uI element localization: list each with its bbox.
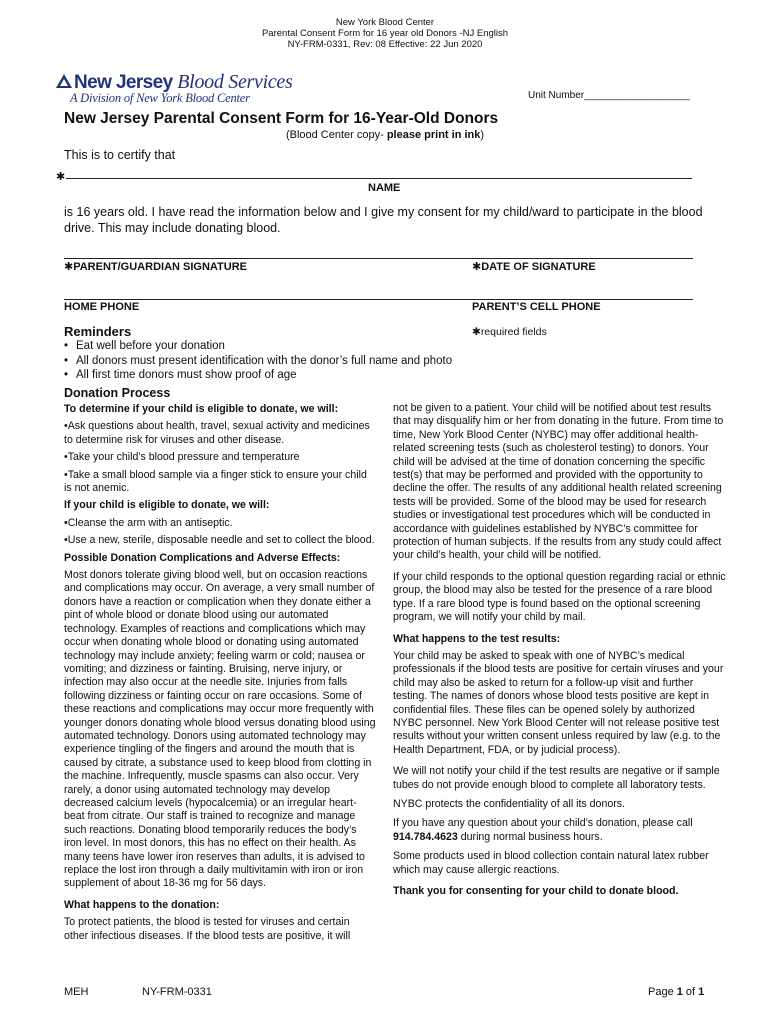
complications-heading: Possible Donation Complications and Adverse Effects: (64, 551, 341, 564)
if-eligible-item: •Cleanse the arm with an antiseptic. (64, 516, 233, 529)
question-text-post: during normal business hours. (457, 830, 603, 843)
notify-text: We will not notify your child if the test results are negative or if sample tubes do not provide enough blood to complete all laboratory tests. (393, 765, 720, 791)
donation-process-heading: Donation Process (64, 386, 171, 400)
required-fields-text: required fields (480, 326, 547, 338)
footer-left: MEH (64, 986, 89, 998)
phone-input-line[interactable] (64, 299, 693, 300)
if-eligible-item: •Use a new, sterile, disposable needle and set to collect the blood. (64, 534, 375, 547)
left-column (64, 403, 376, 943)
header-org: New York Blood Center (335, 17, 435, 28)
form-subtitle (0, 129, 770, 141)
required-asterisk-icon: ✱ (472, 326, 481, 338)
eligible-item: •Take a small blood sample via a finger stick to ensure your child is not anemic. (64, 468, 367, 495)
test-heading: What happens to the test results: (393, 632, 561, 645)
phone-number: 914.784.4623 (393, 830, 458, 843)
reminders-heading: Reminders (64, 324, 132, 339)
eligible-item: •Take your child’s blood pressure and temperature (64, 451, 300, 464)
page-of: of (682, 986, 699, 998)
required-asterisk-icon: ✱ (56, 171, 66, 183)
logo-text (74, 72, 292, 93)
reminders-list (64, 339, 452, 383)
list-item: • Eat well before your donation (64, 339, 452, 354)
consent-paragraph: is 16 years old. I have read the information below and I give my consent for my child/ward to participate in the blood drive. This may include donating blood. (64, 205, 703, 235)
logo (56, 72, 316, 108)
blood-text: To protect patients, the blood is tested for viruses and certain other infectious diseases. If the blood tests are positive, it will (64, 916, 351, 942)
name-input-line[interactable] (66, 178, 692, 179)
test-text: Your child may be asked to speak with one of NYBC’s medical professionals if the blood tests are positive for certain viruses and your child may also be asked to return for a follow-up visit and further testing. The names of donors whose blood tests positive are kept in confidential files. These files can be opened solely by authorized NYBC personnel. New York Blood Center will not release positive test results without your written consent unless required by law (e.g. to the Health Department, FDA, or by judicial process). (393, 649, 724, 756)
subtitle-close: ) (480, 129, 485, 141)
question-text (393, 817, 727, 844)
blood-heading: What happens to the donation: (64, 898, 220, 911)
logo-name-bold: New Jersey (74, 72, 173, 93)
header-form-code: NY-FRM-0331, Rev: 08 Effective: 22 Jun 2020 (287, 39, 483, 50)
required-asterisk-icon: ✱ (64, 261, 74, 273)
page-num: 1 (676, 986, 683, 998)
unit-number-field[interactable]: Unit Number___________________ (528, 90, 690, 101)
required-asterisk-icon: ✱ (472, 261, 482, 273)
certify-text: This is to certify that (64, 148, 176, 162)
cell-phone-label: PARENT’S CELL PHONE (472, 301, 601, 313)
complications-text: Most donors tolerate giving blood well, but on occasion reactions and complications may occur. On average, a very small number of donors have a reaction or complication when they donate either a pint of whole blood or donate blood using our automated technology. Examples of reactions and complications which may occur when donating whole blood or donating using automated technology may include anxiety; feeling warm or cold; nausea or vomiting; and dizziness or fainting. Bruising, nerve injury, or infection may also occur at the needle site. Injuries from falls following dizziness or fainting occur on rare occasions. Some of these reactions and complications may occur more frequently with younger donors donating whole blood versus donating blood using automated technology. Donors using automated technology may experience tingling of the fingers and around the mouth that is caused by citrate, a substance used to keep blood from clotting in the machine. Infrequently, muscle spasms can also occur. Very rarely, a donor using automated technology may develop decreased calcium levels (hypocalcemia) or an irregular heart-beat from citrate. Our staff is trained to recognize and manage such reactions. Donating blood temporarily reduces the body’s iron level. In most donors, this has no effect on their health. As many teens have lower iron reserves than adults, it is advised to replace the lost iron through a daily multivitamin with iron or iron supplement of about 18-36 mg for 56 days. (64, 569, 376, 890)
blood-text-cont: not be given to a patient. Your child will be notified about test results that may disqualify him or her from donating in the future. From time to time, New York Blood Center (NYBC) may offer additional health-related screening tests (such as cholesterol testing) to donors. Your child will be advised at the time of donation concerning the specific test(s) that may be performed and provided with the opportunity to decline the offer. The results of any additional health related screening tests will be provided. Some of the blood may be used for research studies or investigational test procedures which will be conducted in accordance with guidelines established by NYBC’s committee for protection of human subjects. If the results from any study could affect your child’s health, your child will be notified. (393, 402, 724, 562)
confidential-text: NYBC protects the confidentiality of all its donors. (393, 797, 625, 810)
thanks-text: Thank you for consenting for your child to donate blood. (393, 885, 679, 897)
triangle-logo-icon (56, 74, 72, 88)
list-item: • All donors must present identification with the donor’s full name and photo (64, 354, 452, 369)
footer-code: NY-FRM-0331 (142, 986, 212, 998)
right-column (393, 402, 727, 898)
logo-subtitle: A Division of New York Blood Center (70, 91, 250, 105)
eligible-heading: To determine if your child is eligible to donate, we will: (64, 403, 339, 415)
latex-text: Some products used in blood collection contain natural latex rubber which may cause allergic reactions. (393, 850, 709, 876)
list-item: • All first time donors must show proof of age (64, 368, 452, 383)
date-label-text: DATE OF SIGNATURE (481, 261, 596, 273)
header-form-name: Parental Consent Form for 16 year old Donors -NJ English (261, 28, 509, 39)
page-total: 1 (698, 986, 705, 998)
subtitle-open: (Blood Center copy- (285, 129, 384, 141)
if-eligible-heading: If your child is eligible to donate, we will: (64, 499, 270, 512)
date-label (472, 260, 596, 273)
logo-name-italic: Blood Services (177, 71, 293, 93)
required-fields-note (472, 326, 547, 338)
form-title: New Jersey Parental Consent Form for 16-Year-Old Donors (64, 110, 499, 127)
name-label: NAME (368, 182, 401, 194)
page-number (648, 986, 704, 998)
home-phone-label: HOME PHONE (64, 301, 140, 313)
ethnic-text: If your child responds to the optional question regarding racial or ethnic group, the blood may also be tested for the presence of a rare blood type. If a rare blood type is found based on the optional screening program, we will notify your child by mail. (393, 570, 726, 624)
question-text-pre: If you have any question about your child’s donation, please call (393, 817, 693, 830)
signature-label (64, 260, 247, 273)
page-prefix: Page (648, 986, 677, 998)
subtitle-bold: please print in ink (383, 129, 481, 141)
eligible-item: •Ask questions about health, travel, sexual activity and medicines to determine risk for viruses and other disease. (64, 420, 370, 446)
signature-input-line[interactable] (64, 258, 693, 259)
signature-label-text: PARENT/GUARDIAN SIGNATURE (73, 261, 247, 273)
